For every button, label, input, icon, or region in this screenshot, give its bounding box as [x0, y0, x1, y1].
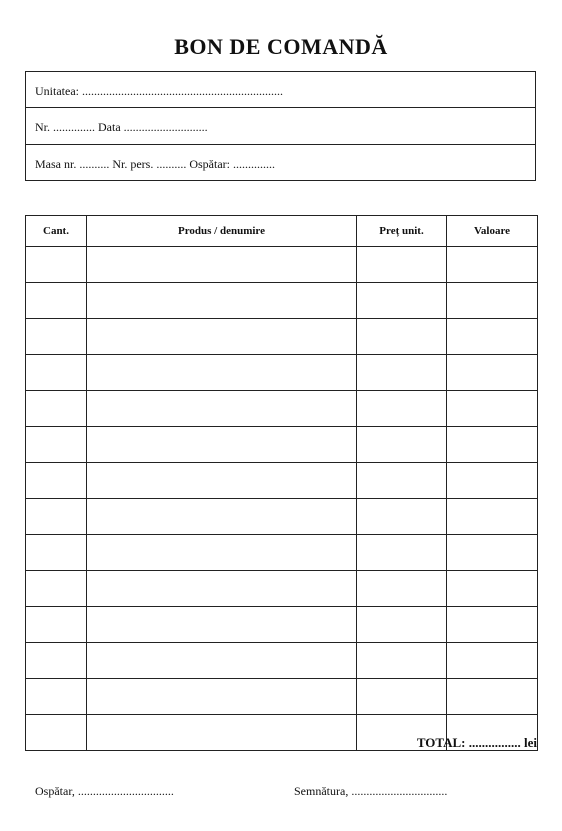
value-cell: [447, 679, 538, 715]
product-cell: [87, 247, 357, 283]
value-cell: [447, 355, 538, 391]
value-cell: [447, 391, 538, 427]
product-cell: [87, 391, 357, 427]
number-date-field: Nr. .............. Data ............................: [26, 108, 535, 144]
unit-price-cell: [357, 427, 447, 463]
value-cell: [447, 535, 538, 571]
table-row: [26, 283, 538, 319]
unit-field: Unitatea: ...................................................................: [26, 72, 535, 108]
table-row: [26, 463, 538, 499]
value-cell: [447, 499, 538, 535]
product-cell: [87, 571, 357, 607]
unit-price-cell: [357, 247, 447, 283]
column-header-unit-price: Preț unit.: [357, 216, 447, 247]
column-header-quantity: Cant.: [26, 216, 87, 247]
value-cell: [447, 247, 538, 283]
total-line: TOTAL: ................ lei: [416, 735, 537, 750]
table-header-row: [26, 216, 538, 247]
quantity-cell: [26, 355, 87, 391]
value-cell: [447, 283, 538, 319]
document-title: BON DE COMANDĂ: [174, 34, 388, 59]
product-cell: [87, 355, 357, 391]
quantity-cell: [26, 427, 87, 463]
table-row: [26, 319, 538, 355]
order-items-table: [25, 215, 538, 751]
product-cell: [87, 319, 357, 355]
product-cell: [87, 535, 357, 571]
quantity-cell: [26, 679, 87, 715]
table-row: [26, 607, 538, 643]
table-row: [26, 427, 538, 463]
value-cell: [447, 319, 538, 355]
unit-price-cell: [357, 571, 447, 607]
unit-price-cell: [357, 283, 447, 319]
waiter-signature-line: Ospătar, ................................: [35, 784, 174, 798]
unit-price-cell: [357, 499, 447, 535]
product-cell: [87, 427, 357, 463]
order-info-box: [25, 71, 536, 181]
value-cell: [447, 427, 538, 463]
column-header-product: Produs / denumire: [87, 216, 357, 247]
quantity-cell: [26, 247, 87, 283]
quantity-cell: [26, 535, 87, 571]
unit-price-cell: [357, 607, 447, 643]
quantity-cell: [26, 715, 87, 751]
table-row: [26, 679, 538, 715]
column-header-value: Valoare: [447, 216, 538, 247]
quantity-cell: [26, 319, 87, 355]
unit-price-cell: [357, 391, 447, 427]
value-cell: [447, 463, 538, 499]
product-cell: [87, 643, 357, 679]
table-body: [26, 247, 538, 751]
quantity-cell: [26, 643, 87, 679]
product-cell: [87, 679, 357, 715]
table-row: [26, 499, 538, 535]
quantity-cell: [26, 283, 87, 319]
value-cell: [447, 643, 538, 679]
unit-price-cell: [357, 463, 447, 499]
table-row: [26, 247, 538, 283]
product-cell: [87, 715, 357, 751]
table-row: [26, 643, 538, 679]
unit-price-cell: [357, 319, 447, 355]
unit-price-cell: [357, 355, 447, 391]
quantity-cell: [26, 463, 87, 499]
quantity-cell: [26, 391, 87, 427]
table-row: [26, 535, 538, 571]
product-cell: [87, 499, 357, 535]
value-cell: [447, 607, 538, 643]
unit-price-cell: [357, 535, 447, 571]
quantity-cell: [26, 607, 87, 643]
signature-line: Semnătura, ................................: [294, 784, 448, 798]
unit-price-cell: [357, 679, 447, 715]
table-row: [26, 571, 538, 607]
table-row: [26, 391, 538, 427]
table-persons-waiter-field: Masa nr. .......... Nr. pers. .......... Ospătar: ..............: [35, 156, 275, 171]
quantity-cell: [26, 499, 87, 535]
value-cell: [447, 571, 538, 607]
quantity-cell: [26, 571, 87, 607]
product-cell: [87, 607, 357, 643]
product-cell: [87, 283, 357, 319]
unit-price-cell: [357, 643, 447, 679]
product-cell: [87, 463, 357, 499]
table-row: [26, 355, 538, 391]
